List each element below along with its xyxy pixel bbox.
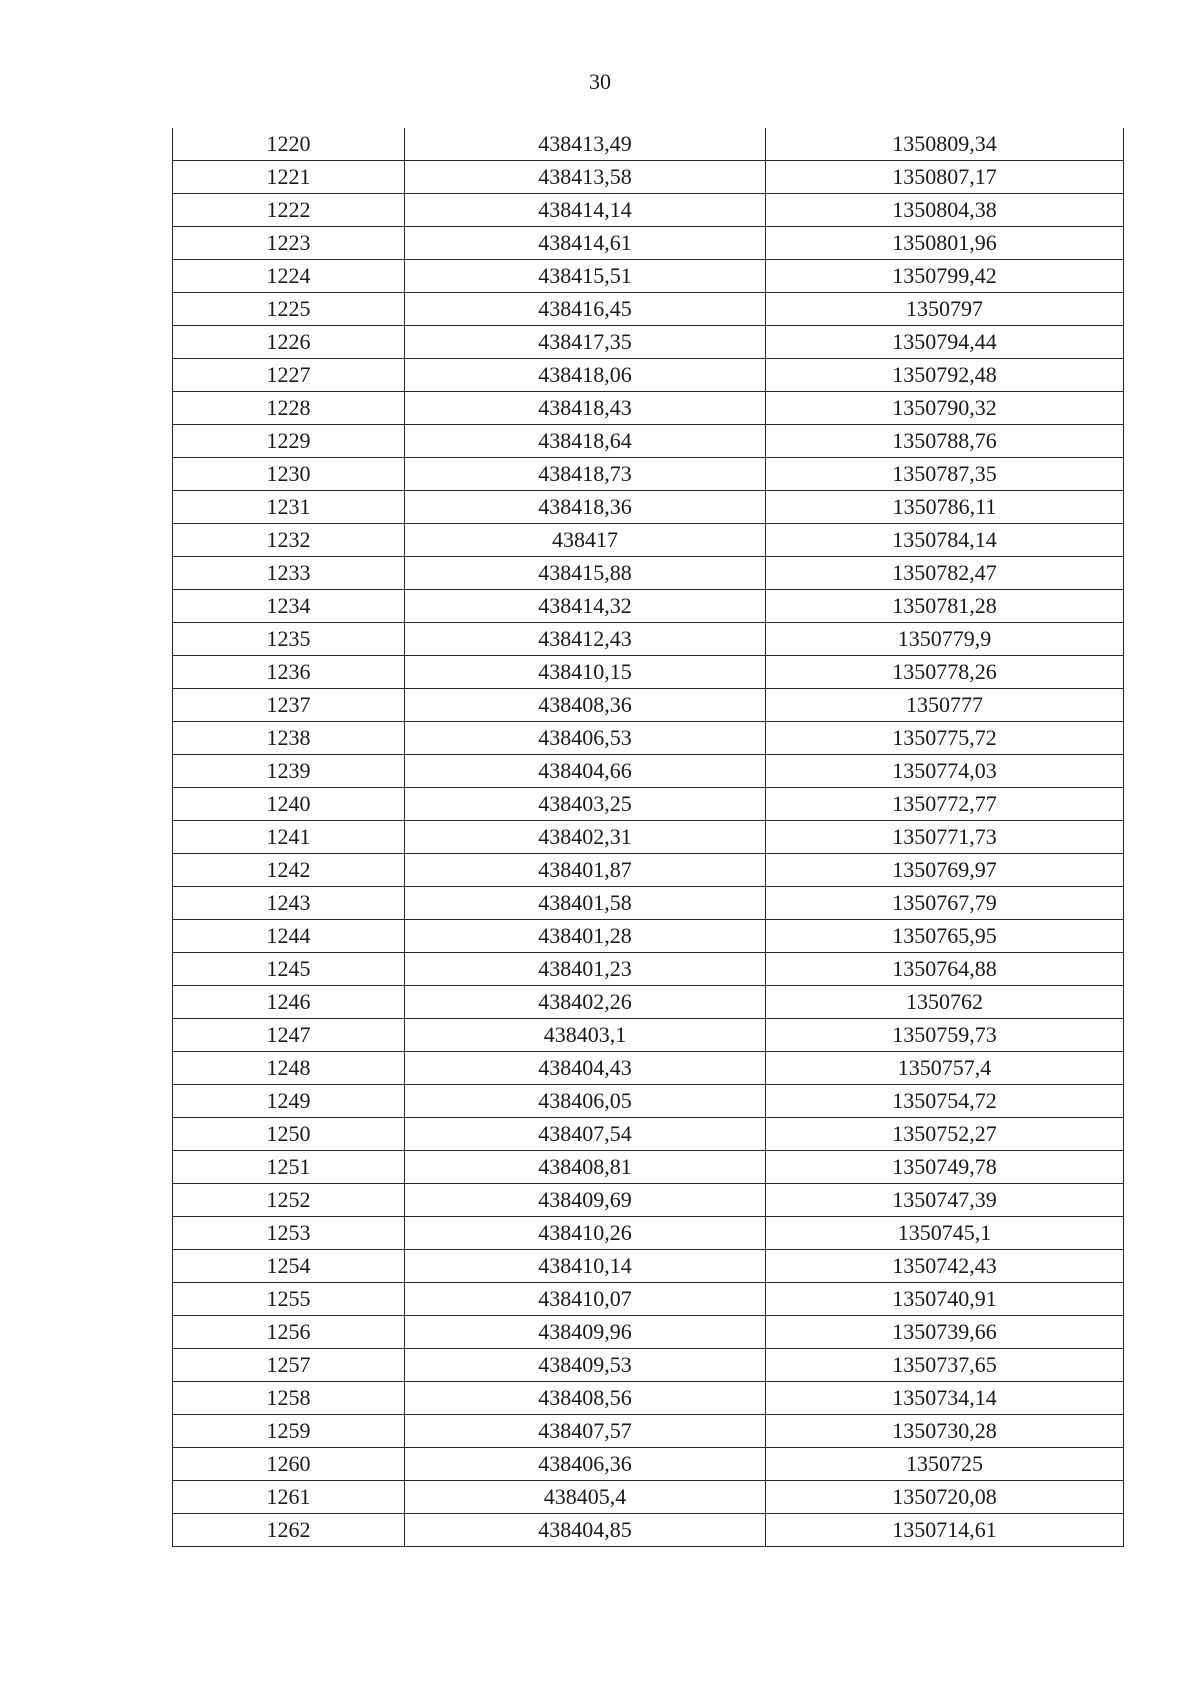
y-coordinate-cell: 1350754,72	[766, 1085, 1124, 1118]
x-coordinate-cell: 438410,15	[405, 656, 766, 689]
y-coordinate-cell: 1350782,47	[766, 557, 1124, 590]
table-row	[173, 1448, 1124, 1481]
point-number-cell: 1229	[173, 425, 405, 458]
x-coordinate-cell: 438401,23	[405, 953, 766, 986]
x-coordinate-cell: 438406,05	[405, 1085, 766, 1118]
x-coordinate-cell: 438404,43	[405, 1052, 766, 1085]
x-coordinate-cell: 438406,53	[405, 722, 766, 755]
table-row	[173, 1052, 1124, 1085]
point-number-cell: 1239	[173, 755, 405, 788]
y-coordinate-cell: 1350757,4	[766, 1052, 1124, 1085]
x-coordinate-cell: 438418,36	[405, 491, 766, 524]
point-number-cell: 1235	[173, 623, 405, 656]
y-coordinate-cell: 1350804,38	[766, 194, 1124, 227]
point-number-cell: 1257	[173, 1349, 405, 1382]
table-row	[173, 1514, 1124, 1547]
x-coordinate-cell: 438402,26	[405, 986, 766, 1019]
table-row	[173, 986, 1124, 1019]
x-coordinate-cell: 438407,57	[405, 1415, 766, 1448]
table-row	[173, 920, 1124, 953]
table-row	[173, 1316, 1124, 1349]
table-row	[173, 1415, 1124, 1448]
point-number-cell: 1225	[173, 293, 405, 326]
table-row	[173, 788, 1124, 821]
x-coordinate-cell: 438413,49	[405, 128, 766, 161]
y-coordinate-cell: 1350778,26	[766, 656, 1124, 689]
point-number-cell: 1255	[173, 1283, 405, 1316]
table-row	[173, 557, 1124, 590]
y-coordinate-cell: 1350740,91	[766, 1283, 1124, 1316]
x-coordinate-cell: 438401,87	[405, 854, 766, 887]
table-row	[173, 392, 1124, 425]
point-number-cell: 1221	[173, 161, 405, 194]
table-row	[173, 1250, 1124, 1283]
y-coordinate-cell: 1350725	[766, 1448, 1124, 1481]
table-row	[173, 1481, 1124, 1514]
x-coordinate-cell: 438403,1	[405, 1019, 766, 1052]
table-row	[173, 194, 1124, 227]
y-coordinate-cell: 1350742,43	[766, 1250, 1124, 1283]
table-row	[173, 623, 1124, 656]
x-coordinate-cell: 438410,14	[405, 1250, 766, 1283]
point-number-cell: 1233	[173, 557, 405, 590]
point-number-cell: 1260	[173, 1448, 405, 1481]
x-coordinate-cell: 438401,58	[405, 887, 766, 920]
table-row	[173, 260, 1124, 293]
y-coordinate-cell: 1350786,11	[766, 491, 1124, 524]
page-number: 30	[589, 69, 611, 94]
x-coordinate-cell: 438404,66	[405, 755, 766, 788]
table-row	[173, 854, 1124, 887]
x-coordinate-cell: 438410,07	[405, 1283, 766, 1316]
x-coordinate-cell: 438408,81	[405, 1151, 766, 1184]
x-coordinate-cell: 438417	[405, 524, 766, 557]
y-coordinate-cell: 1350790,32	[766, 392, 1124, 425]
x-coordinate-cell: 438408,36	[405, 689, 766, 722]
point-number-cell: 1261	[173, 1481, 405, 1514]
y-coordinate-cell: 1350784,14	[766, 524, 1124, 557]
x-coordinate-cell: 438412,43	[405, 623, 766, 656]
table-row	[173, 1151, 1124, 1184]
table-row	[173, 953, 1124, 986]
point-number-cell: 1241	[173, 821, 405, 854]
table-row	[173, 1085, 1124, 1118]
y-coordinate-cell: 1350759,73	[766, 1019, 1124, 1052]
x-coordinate-cell: 438404,85	[405, 1514, 766, 1547]
table-row	[173, 1349, 1124, 1382]
table-row	[173, 1217, 1124, 1250]
point-number-cell: 1240	[173, 788, 405, 821]
table-row	[173, 722, 1124, 755]
y-coordinate-cell: 1350752,27	[766, 1118, 1124, 1151]
coordinates-table	[172, 128, 1124, 1547]
y-coordinate-cell: 1350764,88	[766, 953, 1124, 986]
y-coordinate-cell: 1350779,9	[766, 623, 1124, 656]
y-coordinate-cell: 1350772,77	[766, 788, 1124, 821]
y-coordinate-cell: 1350720,08	[766, 1481, 1124, 1514]
table-row	[173, 1283, 1124, 1316]
table-row	[173, 293, 1124, 326]
x-coordinate-cell: 438409,96	[405, 1316, 766, 1349]
point-number-cell: 1253	[173, 1217, 405, 1250]
y-coordinate-cell: 1350794,44	[766, 326, 1124, 359]
y-coordinate-cell: 1350734,14	[766, 1382, 1124, 1415]
point-number-cell: 1242	[173, 854, 405, 887]
y-coordinate-cell: 1350801,96	[766, 227, 1124, 260]
table-row	[173, 1184, 1124, 1217]
coordinates-table-body	[173, 128, 1124, 1547]
x-coordinate-cell: 438418,43	[405, 392, 766, 425]
point-number-cell: 1248	[173, 1052, 405, 1085]
x-coordinate-cell: 438415,51	[405, 260, 766, 293]
y-coordinate-cell: 1350775,72	[766, 722, 1124, 755]
point-number-cell: 1226	[173, 326, 405, 359]
y-coordinate-cell: 1350774,03	[766, 755, 1124, 788]
table-row	[173, 1118, 1124, 1151]
point-number-cell: 1234	[173, 590, 405, 623]
x-coordinate-cell: 438414,32	[405, 590, 766, 623]
x-coordinate-cell: 438406,36	[405, 1448, 766, 1481]
x-coordinate-cell: 438405,4	[405, 1481, 766, 1514]
y-coordinate-cell: 1350747,39	[766, 1184, 1124, 1217]
y-coordinate-cell: 1350809,34	[766, 128, 1124, 161]
point-number-cell: 1252	[173, 1184, 405, 1217]
point-number-cell: 1220	[173, 128, 405, 161]
x-coordinate-cell: 438418,06	[405, 359, 766, 392]
y-coordinate-cell: 1350792,48	[766, 359, 1124, 392]
table-row	[173, 689, 1124, 722]
x-coordinate-cell: 438409,69	[405, 1184, 766, 1217]
x-coordinate-cell: 438407,54	[405, 1118, 766, 1151]
x-coordinate-cell: 438413,58	[405, 161, 766, 194]
y-coordinate-cell: 1350807,17	[766, 161, 1124, 194]
table-row	[173, 359, 1124, 392]
y-coordinate-cell: 1350799,42	[766, 260, 1124, 293]
point-number-cell: 1243	[173, 887, 405, 920]
point-number-cell: 1231	[173, 491, 405, 524]
point-number-cell: 1237	[173, 689, 405, 722]
table-row	[173, 161, 1124, 194]
point-number-cell: 1223	[173, 227, 405, 260]
x-coordinate-cell: 438418,64	[405, 425, 766, 458]
point-number-cell: 1232	[173, 524, 405, 557]
y-coordinate-cell: 1350730,28	[766, 1415, 1124, 1448]
point-number-cell: 1258	[173, 1382, 405, 1415]
point-number-cell: 1224	[173, 260, 405, 293]
y-coordinate-cell: 1350762	[766, 986, 1124, 1019]
y-coordinate-cell: 1350769,97	[766, 854, 1124, 887]
point-number-cell: 1228	[173, 392, 405, 425]
point-number-cell: 1246	[173, 986, 405, 1019]
y-coordinate-cell: 1350777	[766, 689, 1124, 722]
x-coordinate-cell: 438408,56	[405, 1382, 766, 1415]
point-number-cell: 1230	[173, 458, 405, 491]
table-row	[173, 458, 1124, 491]
y-coordinate-cell: 1350765,95	[766, 920, 1124, 953]
point-number-cell: 1251	[173, 1151, 405, 1184]
x-coordinate-cell: 438414,61	[405, 227, 766, 260]
y-coordinate-cell: 1350797	[766, 293, 1124, 326]
point-number-cell: 1256	[173, 1316, 405, 1349]
x-coordinate-cell: 438401,28	[405, 920, 766, 953]
y-coordinate-cell: 1350714,61	[766, 1514, 1124, 1547]
point-number-cell: 1227	[173, 359, 405, 392]
table-row	[173, 326, 1124, 359]
y-coordinate-cell: 1350745,1	[766, 1217, 1124, 1250]
y-coordinate-cell: 1350788,76	[766, 425, 1124, 458]
table-row	[173, 755, 1124, 788]
table-row	[173, 491, 1124, 524]
x-coordinate-cell: 438417,35	[405, 326, 766, 359]
x-coordinate-cell: 438410,26	[405, 1217, 766, 1250]
table-row	[173, 227, 1124, 260]
table-row	[173, 425, 1124, 458]
x-coordinate-cell: 438409,53	[405, 1349, 766, 1382]
y-coordinate-cell: 1350767,79	[766, 887, 1124, 920]
point-number-cell: 1222	[173, 194, 405, 227]
point-number-cell: 1262	[173, 1514, 405, 1547]
point-number-cell: 1245	[173, 953, 405, 986]
x-coordinate-cell: 438416,45	[405, 293, 766, 326]
point-number-cell: 1238	[173, 722, 405, 755]
table-row	[173, 524, 1124, 557]
point-number-cell: 1259	[173, 1415, 405, 1448]
point-number-cell: 1250	[173, 1118, 405, 1151]
x-coordinate-cell: 438402,31	[405, 821, 766, 854]
table-row	[173, 887, 1124, 920]
table-row	[173, 821, 1124, 854]
point-number-cell: 1236	[173, 656, 405, 689]
x-coordinate-cell: 438403,25	[405, 788, 766, 821]
table-row	[173, 128, 1124, 161]
y-coordinate-cell: 1350781,28	[766, 590, 1124, 623]
y-coordinate-cell: 1350749,78	[766, 1151, 1124, 1184]
table-row	[173, 1382, 1124, 1415]
table-row	[173, 590, 1124, 623]
y-coordinate-cell: 1350787,35	[766, 458, 1124, 491]
y-coordinate-cell: 1350739,66	[766, 1316, 1124, 1349]
x-coordinate-cell: 438415,88	[405, 557, 766, 590]
point-number-cell: 1249	[173, 1085, 405, 1118]
point-number-cell: 1254	[173, 1250, 405, 1283]
x-coordinate-cell: 438418,73	[405, 458, 766, 491]
point-number-cell: 1244	[173, 920, 405, 953]
point-number-cell: 1247	[173, 1019, 405, 1052]
y-coordinate-cell: 1350737,65	[766, 1349, 1124, 1382]
table-row	[173, 656, 1124, 689]
table-row	[173, 1019, 1124, 1052]
x-coordinate-cell: 438414,14	[405, 194, 766, 227]
y-coordinate-cell: 1350771,73	[766, 821, 1124, 854]
